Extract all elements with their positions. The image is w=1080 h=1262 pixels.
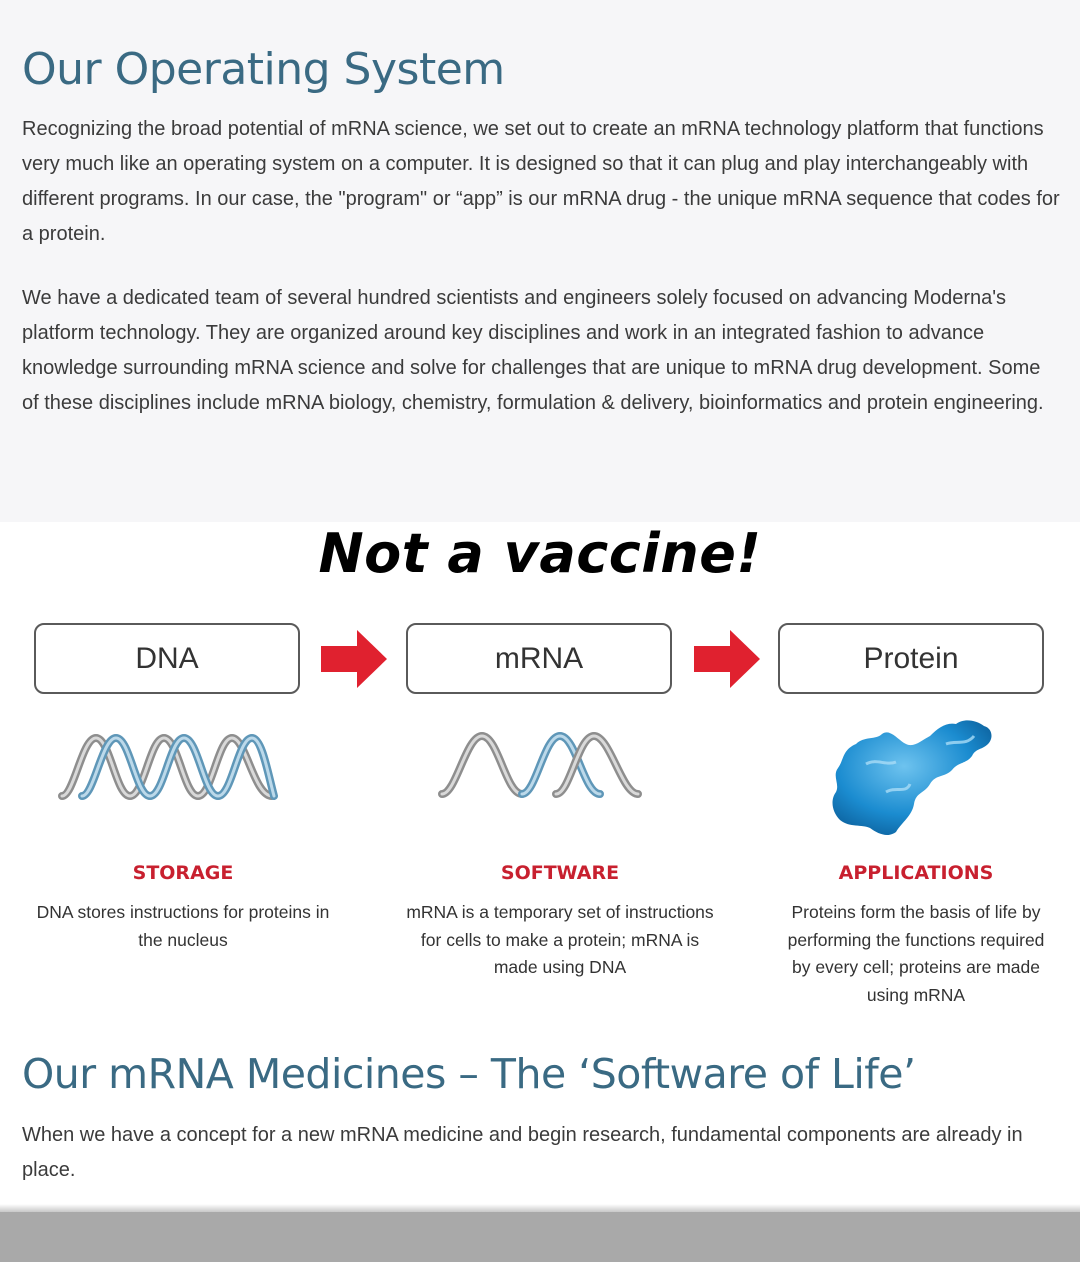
intro-paragraph-1: Recognizing the broad potential of mRNA science, we set out to create an mRNA technology platform that functions very much like an operating system on a computer. It is designed so that it can plug and play interchangeably with different programs. In our case, the "program" or “app” is our mRNA drug - the unique mRNA sequence that codes for a protein. — [22, 118, 1060, 245]
protein-box: Protein — [778, 623, 1044, 694]
arrow-right-icon — [692, 628, 762, 690]
section-title-mrna-medicines: Our mRNA Medicines – The ‘Software of Life’ — [22, 1050, 916, 1098]
arrow-right-icon — [319, 628, 389, 690]
dna-box: DNA — [34, 623, 300, 694]
section-title-operating-system: Our Operating System — [22, 44, 505, 95]
footer-divider — [0, 1204, 1080, 1212]
applications-label: APPLICATIONS — [838, 862, 994, 884]
footer-bar — [0, 1212, 1080, 1262]
software-description: mRNA is a temporary set of instructions for cells to make a protein; mRNA is made using DNA — [406, 902, 714, 977]
software-label: SOFTWARE — [500, 862, 620, 884]
intro-paragraph-2: We have a dedicated team of several hundred scientists and engineers solely focused on advancing Moderna's platform technology. They are organized around key disciplines and work in an integrated fashion to advance knowledge surrounding mRNA science and solve for challenges that are unique to mRNA drug development. Some of these disciplines include mRNA biology, chemistry, formulation & delivery, bioinformatics and protein engineering. — [22, 287, 1044, 414]
mrna-medicines-paragraph: When we have a concept for a new mRNA medicine and begin research, fundamental components are already in place. — [22, 1124, 1023, 1181]
mrna-strand-icon — [436, 730, 644, 800]
dna-double-helix-icon — [56, 734, 280, 800]
protein-structure-icon — [826, 714, 998, 840]
storage-description: DNA stores instructions for proteins in the nucleus — [36, 902, 330, 950]
overlay-caption: Not a vaccine! — [318, 522, 762, 585]
storage-label: STORAGE — [132, 862, 234, 884]
applications-description: Proteins form the basis of life by performing the functions required by every cell; proteins are made using mRNA — [787, 902, 1045, 1005]
mrna-box: mRNA — [406, 623, 672, 694]
